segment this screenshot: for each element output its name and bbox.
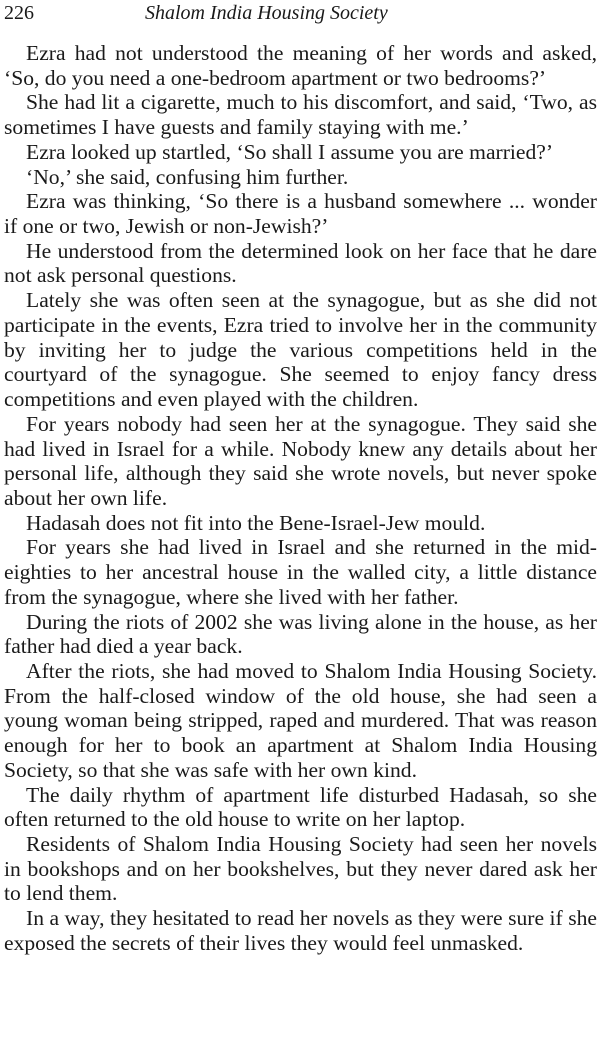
paragraph: Hadasah does not fit into the Bene-Israel-Jew mould. bbox=[26, 510, 486, 535]
running-head bbox=[4, 0, 596, 30]
paragraph: She had lit a cigarette, much to his discomfort, and said, ‘Two, as sometimes I have guests and family staying with me.’ bbox=[4, 90, 597, 140]
paragraph: During the riots of 2002 she was living alone in the house, as her father had died a year back. bbox=[4, 609, 597, 659]
paragraph: In a way, they hesitated to read her novels as they were sure if she exposed the secrets of their lives they would feel unmasked. bbox=[4, 906, 597, 955]
paragraph: Residents of Shalom India Housing Society had seen her novels in bookshops and on her bookshelves, but they never dared ask her to lend them. bbox=[4, 832, 597, 906]
paragraph: Ezra was thinking, ‘So there is a husband somewhere ... wonder if one or two, Jewish or non-Jewish?’ bbox=[4, 189, 597, 239]
paragraph: Lately she was often seen at the synagogue, but as she did not participate in the events, Ezra tried to involve her in the community by inviting her to judge the various competitions held in the courtyard of the synagogue. She seemed to enjoy fancy dress competitions and even played with the children. bbox=[4, 288, 597, 412]
paragraph: For years she had lived in Israel and she returned in the mid-eighties to her ancestral house in the walled city, a little distance from the synagogue, where she lived with her father. bbox=[4, 535, 597, 609]
page-number: 226 bbox=[4, 2, 34, 24]
paragraph: Ezra had not understood the meaning of her words and asked, ‘So, do you need a one-bedroom apartment or two bedrooms?’ bbox=[4, 41, 597, 90]
paragraph: After the riots, she had moved to Shalom India Housing Society. From the half-closed window of the old house, she had seen a young woman being stripped, raped and murdered. That was reason enough for her to book an apartment at Shalom India Housing Society, so that she was safe with her own kind. bbox=[4, 658, 597, 782]
running-title: Shalom India Housing Society bbox=[145, 2, 388, 24]
paragraph: For years nobody had seen her at the synagogue. They said she had lived in Israel for a while. Nobody knew any details about her personal life, although they said she wrote novels, but never spoke about her own life. bbox=[4, 411, 597, 510]
body-text bbox=[4, 41, 597, 956]
paragraph: The daily rhythm of apartment life disturbed Hadasah, so she often returned to the old house to write on her laptop. bbox=[4, 782, 597, 832]
paragraph: ‘No,’ she said, confusing him further. bbox=[26, 164, 349, 189]
paragraph: He understood from the determined look on her face that he dare not ask personal questions. bbox=[4, 238, 597, 288]
paragraph: Ezra looked up startled, ‘So shall I assume you are married?’ bbox=[26, 139, 554, 164]
